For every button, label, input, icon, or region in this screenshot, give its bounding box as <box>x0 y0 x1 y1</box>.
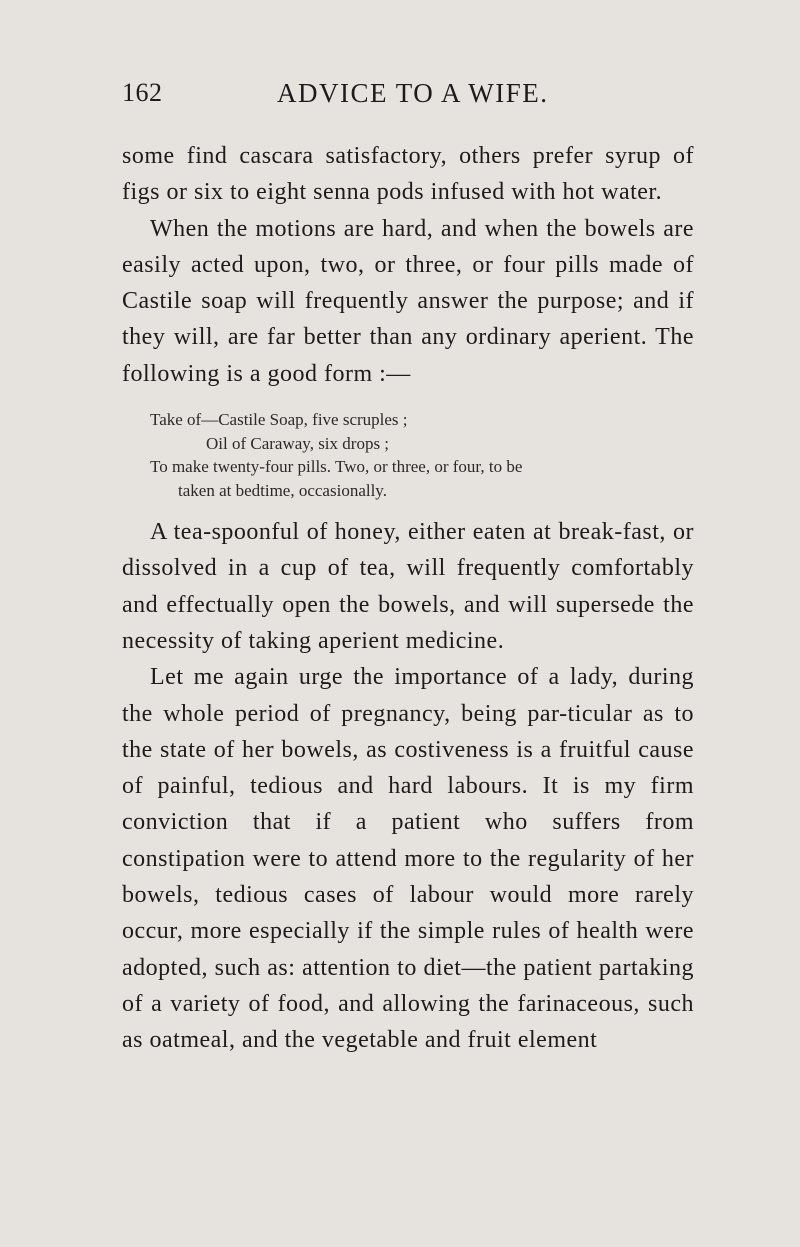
paragraph-4: Let me again urge the importance of a lady, during the whole period of pregnancy, being par-ticular as to the state of her bowels, as costiveness is a fruitful cause of painful, tedious and hard labours. It is my firm conviction that if a patient who suffers from constipation were to attend more to the regularity of her bowels, tedious cases of labour would more rarely occur, more especially if the simple rules of health were adopted, such as: attention to diet—the patient partaking of a variety of food, and allowing the farinaceous, such as oatmeal, and the vegetable and fruit element <box>122 664 694 1054</box>
paragraph-2: When the motions are hard, and when the bowels are easily acted upon, two, or three, or four pills made of Castile soap will frequently answer the purpose; and if they will, are far better than any ordinary aperient. The following is a good form :— <box>122 215 694 387</box>
pill-recipe <box>122 408 694 502</box>
recipe-line-3: To make twenty-four pills. Two, or three, or four, to be <box>150 457 523 477</box>
recipe-line-2: Oil of Caraway, six drops ; <box>206 433 390 453</box>
page-number: 162 <box>122 78 163 107</box>
body-text <box>122 138 694 1059</box>
page-header <box>122 78 682 118</box>
paragraph-1: some find cascara satisfactory, others prefer syrup of figs or six to eight senna pods infused with hot water. <box>122 143 694 206</box>
recipe-line-1: Take of—Castile Soap, five scruples ; <box>150 410 408 430</box>
running-head: ADVICE TO A WIFE. <box>277 78 549 108</box>
recipe-line-4: taken at bedtime, occasionally. <box>178 480 387 500</box>
paragraph-3: A tea-spoonful of honey, either eaten at break-fast, or dissolved in a cup of tea, will frequently comfortably and effectually open the bowels, and will supersede the necessity of taking aperient medicine. <box>122 519 694 654</box>
